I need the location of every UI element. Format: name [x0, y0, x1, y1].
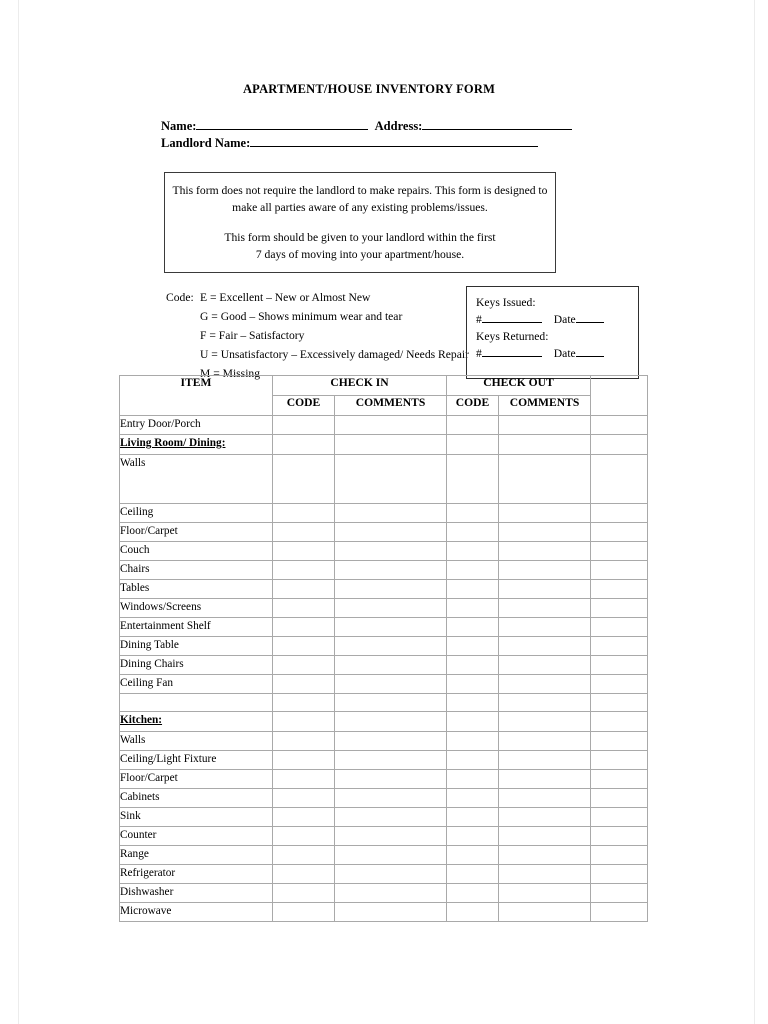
code-legend-entry-4: M = Missing	[200, 367, 261, 380]
check-out-comments-cell[interactable]	[499, 416, 591, 435]
extra-cell[interactable]	[591, 455, 648, 504]
check-out-comments-cell[interactable]	[499, 504, 591, 523]
check-out-comments-cell[interactable]	[499, 903, 591, 922]
check-out-comments-cell[interactable]	[499, 827, 591, 846]
item-label-cell: Tables	[120, 580, 273, 599]
item-label-cell: Counter	[120, 827, 273, 846]
code-legend-entry-row-1	[166, 307, 469, 326]
check-in-comments-cell[interactable]	[335, 789, 447, 808]
table-row	[120, 712, 648, 732]
check-in-comments-cell[interactable]	[335, 637, 447, 656]
check-out-comments-cell[interactable]	[499, 808, 591, 827]
check-in-code-cell[interactable]	[273, 865, 335, 884]
check-in-comments-cell[interactable]	[335, 694, 447, 712]
extra-cell[interactable]	[591, 675, 648, 694]
check-out-comments-cell[interactable]	[499, 637, 591, 656]
name-address-row	[161, 118, 681, 135]
page-title: APARTMENT/HOUSE INVENTORY FORM	[242, 82, 496, 96]
code-legend-entry-0: E = Excellent – New or Almost New	[200, 291, 371, 304]
item-label-cell: Ceiling Fan	[120, 675, 273, 694]
check-in-comments-cell[interactable]	[335, 580, 447, 599]
table-row	[120, 789, 648, 808]
item-label-cell: Dining Chairs	[120, 656, 273, 675]
code-legend	[166, 288, 469, 383]
check-out-code-cell[interactable]	[447, 523, 499, 542]
check-out-comments-cell[interactable]	[499, 694, 591, 712]
code-legend-entry-row-3	[166, 345, 469, 364]
table-row	[120, 865, 648, 884]
check-out-code-cell[interactable]	[447, 455, 499, 504]
column-header-extra	[591, 376, 648, 416]
check-out-code-cell[interactable]	[447, 504, 499, 523]
check-in-code-cell[interactable]	[273, 523, 335, 542]
check-out-code-cell[interactable]	[447, 599, 499, 618]
extra-cell[interactable]	[591, 523, 648, 542]
check-in-comments-cell[interactable]	[335, 827, 447, 846]
check-in-comments-cell[interactable]	[335, 846, 447, 865]
check-out-code-cell[interactable]	[447, 884, 499, 903]
code-legend-entry-3: U = Unsatisfactory – Excessively damaged/ Needs Repair	[200, 348, 469, 361]
check-in-code-cell[interactable]	[273, 580, 335, 599]
check-in-code-cell[interactable]	[273, 694, 335, 712]
check-out-comments-cell[interactable]	[499, 770, 591, 789]
keys-issued-num-prefix: #	[476, 313, 482, 326]
item-label-cell: Kitchen:	[120, 712, 273, 732]
check-out-comments-cell[interactable]	[499, 656, 591, 675]
item-label-cell: Ceiling/Light Fixture	[120, 751, 273, 770]
extra-cell[interactable]	[591, 656, 648, 675]
check-in-comments-cell[interactable]	[335, 903, 447, 922]
check-out-comments-cell[interactable]	[499, 580, 591, 599]
check-out-code-cell[interactable]	[447, 542, 499, 561]
check-in-comments-cell[interactable]	[335, 504, 447, 523]
keys-box	[466, 286, 639, 379]
keys-issued-label: Keys Issued:	[476, 296, 536, 309]
check-out-comments-cell[interactable]	[499, 435, 591, 455]
check-in-code-cell[interactable]	[273, 542, 335, 561]
table-row	[120, 637, 648, 656]
check-out-comments-cell[interactable]	[499, 712, 591, 732]
check-out-comments-cell[interactable]	[499, 618, 591, 637]
extra-cell[interactable]	[591, 808, 648, 827]
check-out-code-cell[interactable]	[447, 712, 499, 732]
check-in-comments-cell[interactable]	[335, 561, 447, 580]
check-in-comments-cell[interactable]	[335, 732, 447, 751]
table-row	[120, 542, 648, 561]
table-row	[120, 455, 648, 504]
document-page	[18, 0, 755, 1024]
group-header-check-in: CHECK IN	[273, 376, 447, 396]
code-legend-entry-1: G = Good – Shows minimum wear and tear	[200, 310, 403, 323]
extra-cell[interactable]	[591, 712, 648, 732]
keys-issued-number-input[interactable]	[482, 312, 542, 323]
table-row	[120, 808, 648, 827]
extra-cell[interactable]	[591, 599, 648, 618]
identity-fields	[161, 118, 681, 152]
check-in-comments-cell[interactable]	[335, 751, 447, 770]
check-in-code-cell[interactable]	[273, 561, 335, 580]
inventory-table	[119, 375, 648, 922]
item-label-cell: Couch	[120, 542, 273, 561]
check-in-code-cell[interactable]	[273, 808, 335, 827]
check-out-code-cell[interactable]	[447, 846, 499, 865]
table-row	[120, 523, 648, 542]
keys-issued-row	[476, 311, 638, 328]
extra-cell[interactable]	[591, 846, 648, 865]
table-row	[120, 656, 648, 675]
check-out-code-cell[interactable]	[447, 637, 499, 656]
check-in-comments-cell[interactable]	[335, 542, 447, 561]
table-row	[120, 770, 648, 789]
check-out-comments-cell[interactable]	[499, 865, 591, 884]
notice-gap	[165, 216, 555, 230]
check-out-code-cell[interactable]	[447, 827, 499, 846]
column-header-check-out-comments: COMMENTS	[499, 396, 591, 416]
check-in-comments-cell[interactable]	[335, 599, 447, 618]
check-in-code-cell[interactable]	[273, 435, 335, 455]
check-in-code-cell[interactable]	[273, 903, 335, 922]
check-out-comments-cell[interactable]	[499, 751, 591, 770]
column-header-item: ITEM	[120, 376, 273, 416]
item-label-cell: Sink	[120, 808, 273, 827]
check-out-comments-cell[interactable]	[499, 675, 591, 694]
check-out-code-cell[interactable]	[447, 618, 499, 637]
keys-returned-date-input[interactable]	[576, 346, 604, 357]
landlord-label: Landlord Name:	[161, 136, 251, 150]
keys-returned-label: Keys Returned:	[476, 330, 549, 343]
check-out-code-cell[interactable]	[447, 903, 499, 922]
extra-cell[interactable]	[591, 561, 648, 580]
check-out-comments-cell[interactable]	[499, 542, 591, 561]
check-in-code-cell[interactable]	[273, 789, 335, 808]
check-in-code-cell[interactable]	[273, 656, 335, 675]
check-in-comments-cell[interactable]	[335, 808, 447, 827]
address-input[interactable]	[422, 118, 572, 130]
check-out-code-cell[interactable]	[447, 808, 499, 827]
check-in-comments-cell[interactable]	[335, 435, 447, 455]
name-input[interactable]	[196, 118, 368, 130]
item-label-cell: Windows/Screens	[120, 599, 273, 618]
check-in-comments-cell[interactable]	[335, 675, 447, 694]
check-in-code-cell[interactable]	[273, 416, 335, 435]
check-out-comments-cell[interactable]	[499, 732, 591, 751]
check-in-comments-cell[interactable]	[335, 712, 447, 732]
landlord-row	[161, 135, 681, 152]
table-row	[120, 884, 648, 903]
column-header-check-in-code: CODE	[273, 396, 335, 416]
table-row	[120, 732, 648, 751]
check-in-code-cell[interactable]	[273, 712, 335, 732]
extra-cell[interactable]	[591, 580, 648, 599]
notice-line-4: 7 days of moving into your apartment/house.	[255, 247, 465, 261]
keys-issued-date-input[interactable]	[576, 312, 604, 323]
check-in-code-cell[interactable]	[273, 455, 335, 504]
group-header-check-out: CHECK OUT	[447, 376, 591, 396]
item-label-cell: Walls	[120, 732, 273, 751]
table-row	[120, 751, 648, 770]
item-label-cell: Dining Table	[120, 637, 273, 656]
table-row	[120, 561, 648, 580]
check-out-code-cell[interactable]	[447, 435, 499, 455]
check-in-code-cell[interactable]	[273, 732, 335, 751]
check-out-comments-cell[interactable]	[499, 789, 591, 808]
check-out-code-cell[interactable]	[447, 865, 499, 884]
table-row	[120, 504, 648, 523]
table-row	[120, 416, 648, 435]
check-out-comments-cell[interactable]	[499, 884, 591, 903]
item-label-cell: Living Room/ Dining:	[120, 435, 273, 455]
page-sheet	[19, 0, 756, 1024]
check-in-code-cell[interactable]	[273, 599, 335, 618]
check-in-comments-cell[interactable]	[335, 656, 447, 675]
extra-cell[interactable]	[591, 827, 648, 846]
check-in-code-cell[interactable]	[273, 884, 335, 903]
landlord-input[interactable]	[250, 135, 538, 147]
table-row	[120, 675, 648, 694]
inventory-table-head	[120, 376, 648, 416]
check-out-comments-cell[interactable]	[499, 523, 591, 542]
notice-line-3: This form should be given to your landlord within the first	[224, 231, 496, 244]
check-out-code-cell[interactable]	[447, 770, 499, 789]
item-label-cell: Floor/Carpet	[120, 770, 273, 789]
code-legend-entry-row-2	[166, 326, 469, 345]
item-label-cell	[120, 694, 273, 712]
check-out-comments-cell[interactable]	[499, 561, 591, 580]
code-legend-entry-2: F = Fair – Satisfactory	[200, 329, 305, 342]
notice-box	[164, 172, 556, 273]
check-in-comments-cell[interactable]	[335, 523, 447, 542]
extra-cell[interactable]	[591, 416, 648, 435]
inventory-table-body	[120, 416, 648, 922]
check-in-comments-cell[interactable]	[335, 455, 447, 504]
extra-cell[interactable]	[591, 542, 648, 561]
table-row	[120, 435, 648, 455]
table-row	[120, 618, 648, 637]
name-label: Name:	[161, 119, 197, 133]
check-out-code-cell[interactable]	[447, 561, 499, 580]
item-label-cell: Ceiling	[120, 504, 273, 523]
column-header-check-out-code: CODE	[447, 396, 499, 416]
extra-cell[interactable]	[591, 770, 648, 789]
item-label-cell: Cabinets	[120, 789, 273, 808]
address-label: Address:	[374, 119, 423, 133]
item-label-cell: Refrigerator	[120, 865, 273, 884]
check-in-code-cell[interactable]	[273, 504, 335, 523]
item-label-cell: Range	[120, 846, 273, 865]
item-label-cell: Chairs	[120, 561, 273, 580]
item-label-cell: Microwave	[120, 903, 273, 922]
check-out-comments-cell[interactable]	[499, 846, 591, 865]
check-in-code-cell[interactable]	[273, 846, 335, 865]
check-out-code-cell[interactable]	[447, 580, 499, 599]
inventory-table-container	[119, 375, 649, 922]
keys-returned-date-label: Date	[553, 347, 576, 360]
check-out-code-cell[interactable]	[447, 675, 499, 694]
check-in-comments-cell[interactable]	[335, 884, 447, 903]
check-out-code-cell[interactable]	[447, 416, 499, 435]
check-in-comments-cell[interactable]	[335, 416, 447, 435]
notice-line-1: This form does not require the landlord to make repairs. This form is designed to	[172, 184, 548, 197]
check-out-code-cell[interactable]	[447, 751, 499, 770]
check-in-comments-cell[interactable]	[335, 618, 447, 637]
check-out-code-cell[interactable]	[447, 789, 499, 808]
keys-returned-row	[476, 345, 638, 362]
check-in-code-cell[interactable]	[273, 751, 335, 770]
check-out-code-cell[interactable]	[447, 694, 499, 712]
extra-cell[interactable]	[591, 618, 648, 637]
table-row	[120, 694, 648, 712]
table-row	[120, 903, 648, 922]
extra-cell[interactable]	[591, 435, 648, 455]
extra-cell[interactable]	[591, 751, 648, 770]
extra-cell[interactable]	[591, 789, 648, 808]
check-in-code-cell[interactable]	[273, 770, 335, 789]
column-header-check-in-comments: COMMENTS	[335, 396, 447, 416]
keys-issued-date-label: Date	[553, 313, 576, 326]
table-row	[120, 580, 648, 599]
keys-returned-number-input[interactable]	[482, 346, 542, 357]
check-in-comments-cell[interactable]	[335, 865, 447, 884]
check-out-comments-cell[interactable]	[499, 599, 591, 618]
table-row	[120, 827, 648, 846]
check-out-code-cell[interactable]	[447, 656, 499, 675]
extra-cell[interactable]	[591, 732, 648, 751]
extra-cell[interactable]	[591, 884, 648, 903]
item-label-cell: Walls	[120, 455, 273, 504]
check-in-code-cell[interactable]	[273, 675, 335, 694]
check-in-code-cell[interactable]	[273, 827, 335, 846]
notice-line-2: make all parties aware of any existing problems/issues.	[232, 200, 488, 214]
check-in-code-cell[interactable]	[273, 637, 335, 656]
extra-cell[interactable]	[591, 865, 648, 884]
check-in-comments-cell[interactable]	[335, 770, 447, 789]
item-label-cell: Floor/Carpet	[120, 523, 273, 542]
extra-cell[interactable]	[591, 694, 648, 712]
item-label-cell: Dishwasher	[120, 884, 273, 903]
check-out-code-cell[interactable]	[447, 732, 499, 751]
check-out-comments-cell[interactable]	[499, 455, 591, 504]
table-group-header-row	[120, 376, 648, 396]
code-legend-first-line	[166, 288, 469, 307]
extra-cell[interactable]	[591, 504, 648, 523]
table-row	[120, 846, 648, 865]
code-legend-heading: Code:	[166, 291, 194, 304]
keys-returned-num-prefix: #	[476, 347, 482, 360]
item-label-cell: Entry Door/Porch	[120, 416, 273, 435]
extra-cell[interactable]	[591, 637, 648, 656]
check-in-code-cell[interactable]	[273, 618, 335, 637]
extra-cell[interactable]	[591, 903, 648, 922]
item-label-cell: Entertainment Shelf	[120, 618, 273, 637]
table-row	[120, 599, 648, 618]
